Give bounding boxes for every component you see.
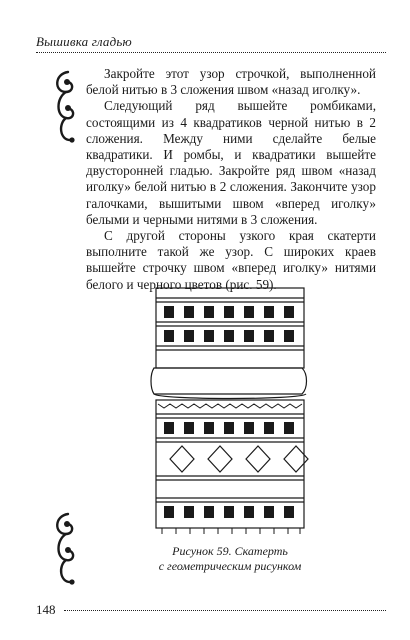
paragraph: Следующий ряд вышейте ромбиками, состоящими из 4 квадратиков черной нитью в 2 сложения. Между ними сделайте белые квадратики. И ромбы, и квадратики вышейте двусторонней гладью. Закройте ряд швом «назад иголку» белой нитью в 2 сложения. Закончите узор галочками, вышитыми швом «вперед иголку» белыми и черными нитями в 3 сложения. — [86, 98, 376, 227]
running-head: Вышивка гладью — [36, 34, 132, 49]
paragraph: Закройте этот узор строчкой, выполненной белой нитью в 3 сложения швом «назад иголку». — [86, 66, 376, 98]
flourish-ornament-icon — [48, 66, 80, 146]
tablecloth-illustration — [150, 284, 310, 534]
paragraph: С другой стороны узкого края скатерти выполните такой же узор. С широких краев вышейте строчку швом «вперед иголку» нитями белого и черного цветов (рис. 59). — [86, 228, 376, 292]
page-number: 148 — [36, 602, 56, 617]
flourish-ornament-icon — [48, 508, 80, 588]
header-dotted-rule — [36, 52, 386, 53]
body-text — [86, 66, 376, 293]
caption-line: с геометрическим рисунком — [158, 559, 302, 573]
footer-dotted-rule — [64, 610, 386, 611]
caption-line: Рисунок 59. Скатерть — [172, 544, 288, 558]
figure-caption — [130, 544, 330, 574]
